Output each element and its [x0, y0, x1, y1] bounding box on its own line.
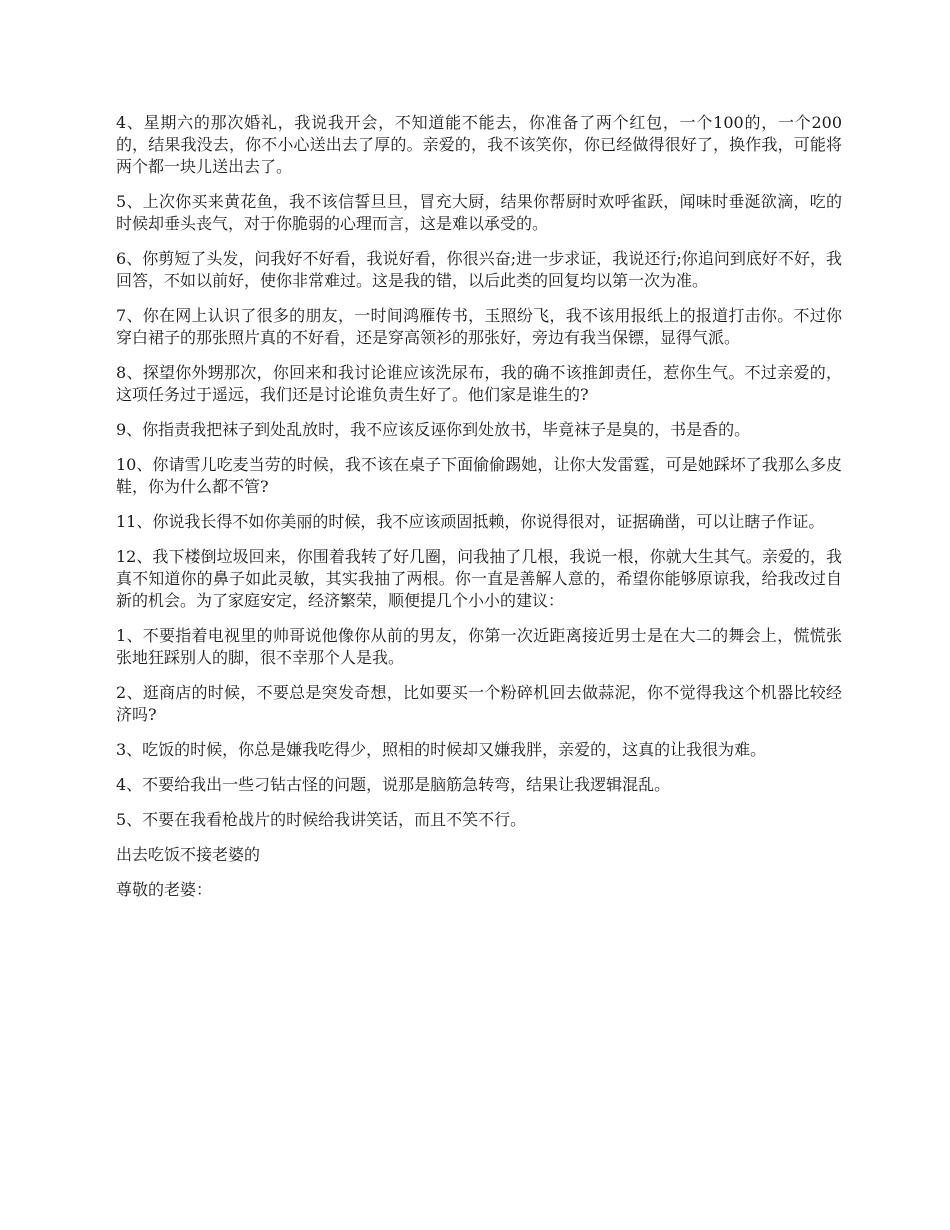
paragraph-9-socks: 9、你指责我把袜子到处乱放时，我不应该反诬你到处放书，毕竟袜子是臭的，书是香的。 [116, 420, 751, 439]
suggestion-5-jokes: 5、不要在我看枪战片的时候给我讲笑话，而且不笑不行。 [116, 810, 527, 829]
suggestion-1-tv: 1、不要指着电视里的帅哥说他像你从前的男友，你第一次近距离接近男士是在大二的舞会上，慌慌张张地狂踩别人的脚，很不幸那个人是我。 [116, 626, 842, 667]
paragraph-8-nephew: 8、探望你外甥那次，你回来和我讨论谁应该洗尿布，我的确不该推卸责任，惹你生气。不过亲爱的，这项任务过于遥远，我们还是讨论谁负责生好了。他们家是谁生的? [116, 363, 842, 404]
paragraph-10-mcdonalds: 10、你请雪儿吃麦当劳的时候，我不该在桌子下面偷偷踢她，让你大发雷霆，可是她踩坏了我那么多皮鞋，你为什么都不管? [116, 455, 842, 496]
paragraph-6-haircut: 6、你剪短了头发，问我好不好看，我说好看，你很兴奋;进一步求证，我说还行;你追问到底好不好，我回答，不如以前好，使你非常难过。这是我的错，以后此类的回复均以第一次为准。 [116, 249, 842, 290]
suggestion-4-riddles: 4、不要给我出一些刁钻古怪的问题，说那是脑筋急转弯，结果让我逻辑混乱。 [116, 775, 671, 794]
paragraph-7-online-friends: 7、你在网上认识了很多的朋友，一时间鸿雁传书，玉照纷飞，我不该用报纸上的报道打击你。不过你穿白裙子的那张照片真的不好看，还是穿高领衫的那张好，旁边有我当保镖，显得气派。 [116, 306, 842, 347]
suggestion-3-meals: 3、吃饭的时候，你总是嫌我吃得少，照相的时候却又嫌我胖，亲爱的，这真的让我很为难。 [116, 740, 767, 759]
suggestion-2-shopping: 2、逛商店的时候，不要总是突发奇想，比如要买一个粉碎机回去做蒜泥，你不觉得我这个机器比较经济吗? [116, 683, 842, 724]
paragraph-11-looks: 11、你说我长得不如你美丽的时候，我不应该顽固抵赖，你说得很对，证据确凿，可以让瞎子作证。 [116, 512, 825, 531]
salutation: 尊敬的老婆： [116, 880, 213, 899]
paragraph-5-fish: 5、上次你买来黄花鱼，我不该信誓旦旦，冒充大厨，结果你帮厨时欢呼雀跃，闻味时垂涎欲滴，吃的时候却垂头丧气，对于你脆弱的心理而言，这是难以承受的。 [116, 192, 842, 233]
document-body [116, 112, 842, 914]
section-heading: 出去吃饭不接老婆的 [116, 845, 261, 864]
paragraph-12-garbage: 12、我下楼倒垃圾回来，你围着我转了好几圈，问我抽了几根，我说一根，你就大生其气。亲爱的，我真不知道你的鼻子如此灵敏，其实我抽了两根。你一直是善解人意的，希望你能够原谅我，给我改过自新的机会。为了家庭安定，经济繁荣，顺便提几个小小的建议： [116, 547, 842, 610]
paragraph-4-wedding: 4、星期六的那次婚礼，我说我开会，不知道能不能去，你准备了两个红包，一个100的，一个200的，结果我没去，你不小心送出去了厚的。亲爱的，我不该笑你，你已经做得很好了，换作我，可能将两个都一块儿送出去了。 [116, 113, 842, 176]
